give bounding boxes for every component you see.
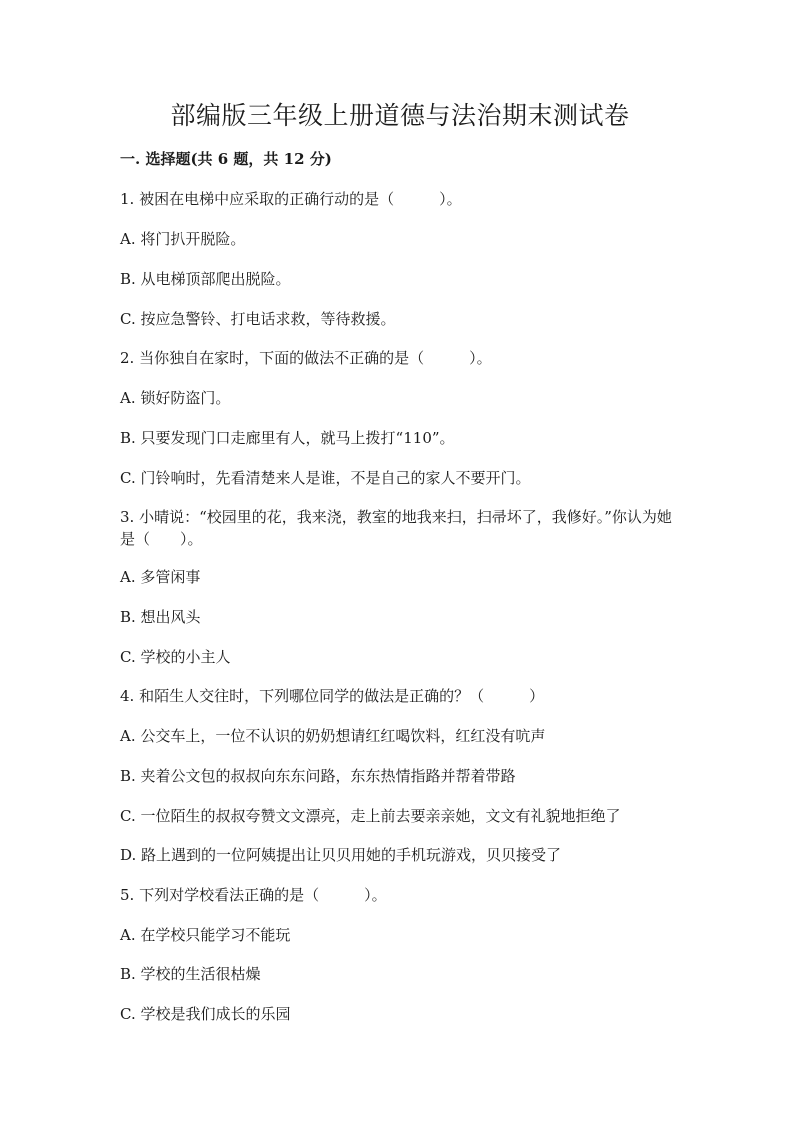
- question-4-option-b: B. 夹着公文包的叔叔向东东问路，东东热情指路并帮着带路: [120, 767, 516, 785]
- question-4-option-d: D. 路上遇到的一位阿姨提出让贝贝用她的手机玩游戏，贝贝接受了: [120, 846, 562, 864]
- question-2-stem: 2. 当你独自在家时，下面的做法不正确的是（ ）。: [120, 349, 492, 367]
- question-2-option-a: A. 锁好防盗门。: [120, 389, 231, 407]
- section-heading: 一. 选择题(共 6 题，共 12 分): [120, 150, 332, 168]
- page-title: 部编版三年级上册道德与法治期末测试卷: [170, 101, 630, 130]
- question-3-option-b: B. 想出风头: [120, 608, 201, 626]
- question-2-option-c: C. 门铃响时，先看清楚来人是谁，不是自己的家人不要开门。: [120, 469, 531, 487]
- question-5-stem: 5. 下列对学校看法正确的是（ ）。: [120, 886, 387, 904]
- question-4-option-a: A. 公交车上，一位不认识的奶奶想请红红喝饮料，红红没有吭声: [120, 727, 546, 745]
- question-2-option-b: B. 只要发现门口走廊里有人，就马上拨打“110”。: [120, 429, 455, 447]
- question-1-stem: 1. 被困在电梯中应采取的正确行动的是（ ）。: [120, 190, 462, 208]
- question-5-option-b: B. 学校的生活很枯燥: [120, 965, 261, 983]
- question-1-option-c: C. 按应急警铃、打电话求救，等待救援。: [120, 310, 396, 328]
- question-3-option-c: C. 学校的小主人: [120, 648, 231, 666]
- question-1-option-b: B. 从电梯顶部爬出脱险。: [120, 270, 291, 288]
- question-5-option-a: A. 在学校只能学习不能玩: [120, 926, 291, 944]
- question-5-option-c: C. 学校是我们成长的乐园: [120, 1005, 291, 1023]
- question-4-option-c: C. 一位陌生的叔叔夸赞文文漂亮，走上前去要亲亲她，文文有礼貌地拒绝了: [120, 807, 621, 825]
- question-4-stem: 4. 和陌生人交往时，下列哪位同学的做法是正确的？（ ）: [120, 687, 545, 705]
- question-3-option-a: A. 多管闲事: [120, 568, 201, 586]
- question-3-stem: 3. 小晴说：“校园里的花，我来浇，教室的地我来扫，扫帚坏了，我修好。”你认为她是（ ）。: [120, 508, 672, 548]
- question-1-option-a: A. 将门扒开脱险。: [120, 230, 246, 248]
